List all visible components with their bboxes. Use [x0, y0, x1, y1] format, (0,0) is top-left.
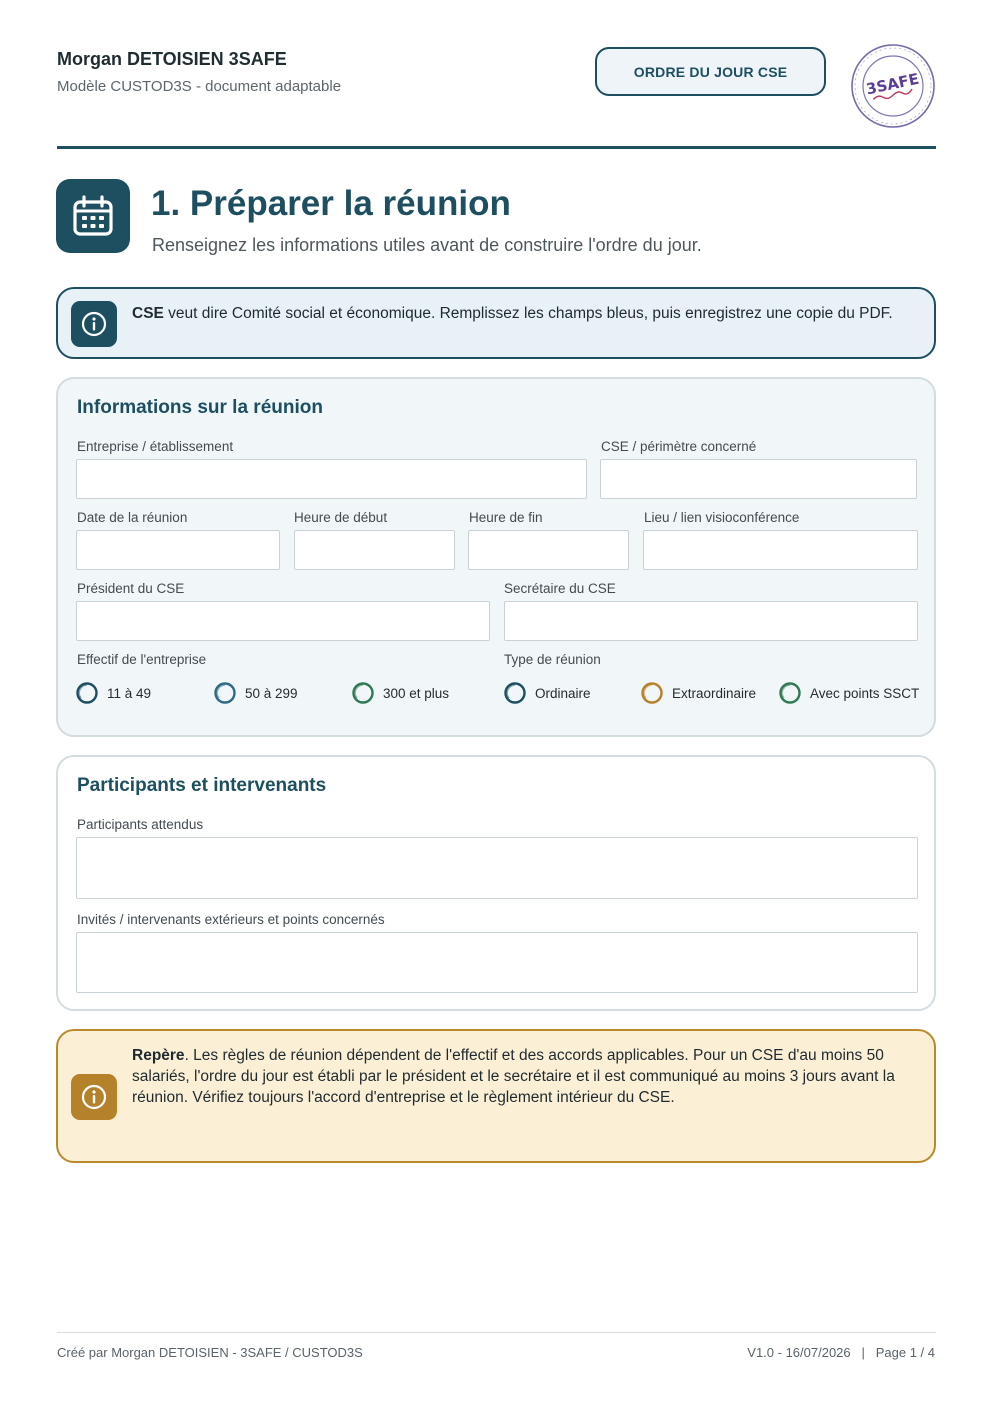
secretaire-field[interactable]: [504, 601, 918, 641]
info-callout-text: [132, 303, 922, 324]
radio-ring-icon: [504, 682, 526, 704]
footer-version: V1.0 - 16/07/2026: [747, 1345, 851, 1360]
start-time-field[interactable]: [294, 530, 455, 570]
document-model: Modèle CUSTOD3S - document adaptable: [57, 78, 342, 95]
label-secretaire: Secrétaire du CSE: [504, 581, 616, 596]
label-effectif: Effectif de l'entreprise: [77, 652, 207, 667]
reminder-keyword: Repère: [132, 1047, 185, 1064]
radio-label: 50 à 299: [245, 685, 298, 701]
location-field[interactable]: [643, 530, 918, 570]
perimetre-field[interactable]: [600, 459, 917, 499]
info-icon: [71, 301, 117, 347]
label-date: Date de la réunion: [77, 510, 188, 525]
section-lead: Renseignez les informations utiles avant de construire l'ordre du jour.: [152, 235, 702, 255]
end-time-field[interactable]: [468, 530, 629, 570]
meeting-info-title: Informations sur la réunion: [77, 397, 323, 418]
reminder-callout: [56, 1029, 936, 1163]
label-president: Président du CSE: [77, 581, 185, 596]
info-sentence: veut dire Comité social et économique. Remplissez les champs bleus, puis enregistrez une copie du PDF.: [163, 305, 893, 322]
radio-type-ssct[interactable]: [779, 682, 919, 704]
radio-ring-icon: [76, 682, 98, 704]
reminder-text: [132, 1045, 924, 1108]
label-participants: Participants attendus: [77, 817, 204, 832]
radio-effectif-300-plus[interactable]: [352, 682, 449, 704]
info-keyword: CSE: [132, 305, 164, 322]
radio-effectif-50-299[interactable]: [214, 682, 298, 704]
label-type: Type de réunion: [504, 652, 601, 667]
label-fin: Heure de fin: [469, 510, 543, 525]
date-field[interactable]: [76, 530, 280, 570]
radio-label: 11 à 49: [107, 685, 152, 701]
header-divider: [57, 146, 936, 149]
stamp-text: 3SAFE: [864, 69, 921, 99]
footer-credit: Créé par Morgan DETOISIEN - 3SAFE / CUSTOD3S: [57, 1345, 363, 1360]
invites-field[interactable]: [76, 932, 918, 993]
participants-field[interactable]: [76, 837, 918, 899]
radio-ring-icon: [352, 682, 374, 704]
label-perimetre: CSE / périmètre concerné: [601, 439, 757, 454]
radio-label: Avec points SSCT: [810, 685, 920, 701]
reminder-sentence: . Les règles de réunion dépendent de l'effectif et des accords applicables. Pour un CSE d'au moins 50 salariés, l'ordre du jour est établi par le président et le secrétaire et il est communiqué au moins 3 jours avant la réunion. Vérifiez toujours l'accord d'entreprise et le règlement intérieur du CSE.: [132, 1047, 895, 1106]
radio-ring-icon: [214, 682, 236, 704]
company-stamp-logo: [849, 43, 937, 129]
info-callout: [56, 287, 936, 359]
radio-label: Ordinaire: [535, 685, 591, 701]
radio-type-extraordinaire[interactable]: [641, 682, 756, 704]
label-debut: Heure de début: [294, 510, 388, 525]
radio-label: Extraordinaire: [672, 685, 757, 701]
label-lieu: Lieu / lien visioconférence: [644, 510, 800, 525]
radio-effectif-11-49[interactable]: [76, 682, 151, 704]
footer-separator: |: [861, 1345, 865, 1360]
participants-title: Participants et intervenants: [77, 775, 327, 796]
footer-page-number: Page 1 / 4: [875, 1345, 935, 1360]
document-type-badge: ORDRE DU JOUR CSE: [595, 47, 826, 96]
radio-ring-icon: [641, 682, 663, 704]
section-title: 1. Préparer la réunion: [151, 184, 511, 223]
president-field[interactable]: [76, 601, 490, 641]
label-invites: Invités / intervenants extérieurs et points concernés: [77, 912, 385, 927]
radio-ring-icon: [779, 682, 801, 704]
entreprise-field[interactable]: [76, 459, 587, 499]
calendar-icon: [56, 179, 130, 253]
participants-card: [56, 755, 936, 1011]
footer-meta: [747, 1345, 935, 1360]
radio-label: 300 et plus: [383, 685, 450, 701]
document-author: Morgan DETOISIEN 3SAFE: [57, 49, 287, 69]
radio-type-ordinaire[interactable]: [504, 682, 591, 704]
footer-divider: [57, 1332, 936, 1333]
meeting-info-card: [56, 377, 936, 737]
info-icon: [71, 1074, 117, 1120]
label-entreprise: Entreprise / établissement: [77, 439, 234, 454]
